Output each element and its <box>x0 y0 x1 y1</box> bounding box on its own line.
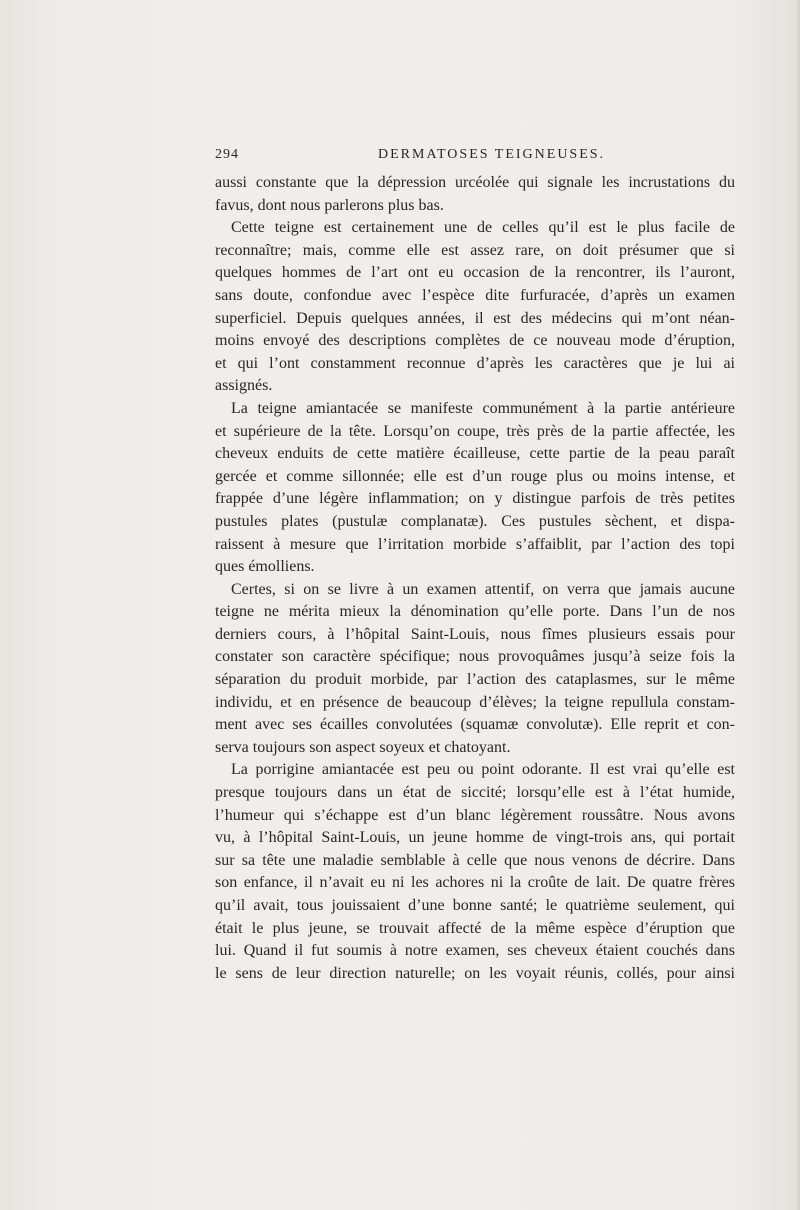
text-line: constater son caractère spécifique; nous provoquâmes jusqu’à seize fois la <box>215 648 735 666</box>
text-line: sur sa tête une maladie semblable à celle que nous venons de décrire. Dans <box>215 851 735 869</box>
text-line: moins envoyé des descriptions complètes de ce nouveau mode d’éruption, <box>215 332 735 350</box>
text-line: presque toujours dans un état de siccité; lorsqu’elle est à l’état humide, <box>215 784 735 802</box>
text-line: superficiel. Depuis quelques années, il est des médecins qui m’ont néan- <box>215 309 735 327</box>
text-line: La porrigine amiantacée est peu ou point odorante. Il est vrai qu’elle est <box>231 761 735 779</box>
page-number: 294 <box>215 147 239 162</box>
text-line: le sens de leur direction naturelle; on les voyait réunis, collés, pour ainsi <box>215 964 735 982</box>
text-line: cheveux enduits de cette matière écailleuse, cette partie de la peau paraît <box>215 445 735 463</box>
text-line: quelques hommes de l’art ont eu occasion de la rencontrer, ils l’auront, <box>215 264 735 282</box>
body-text <box>215 172 735 985</box>
running-head: DERMATOSES TEIGNEUSES. <box>378 147 606 162</box>
text-line: qu’il avait, tous jouissaient d’une bonne santé; le quatrième seulement, qui <box>215 897 735 914</box>
text-line: ment avec ses écailles convolutées (squamæ convolutæ). Elle reprit et con- <box>215 716 735 734</box>
text-line: gercée et comme sillonnée; elle est d’un rouge plus ou moins intense, et <box>215 467 735 485</box>
text-line: était le plus jeune, se trouvait affecté de la même espèce d’éruption que <box>215 919 735 937</box>
text-line: et qui l’ont constamment reconnue d’après les caractères que je lui ai <box>215 354 735 372</box>
text-line: ques émolliens. <box>215 558 315 576</box>
text-line: vu, à l’hôpital Saint-Louis, un jeune homme de vingt-trois ans, qui portait <box>215 829 735 847</box>
text-line: reconnaître; mais, comme elle est assez rare, on doit présumer que si <box>215 241 735 259</box>
text-line: et supérieure de la tête. Lorsqu’on coupe, très près de la partie affectée, les <box>215 422 735 440</box>
text-line: favus, dont nous parlerons plus bas. <box>215 196 444 214</box>
text-line: teigne ne mérita mieux la dénomination qu’elle porte. Dans l’un de nos <box>215 603 735 621</box>
text-line: derniers cours, à l’hôpital Saint-Louis, nous fîmes plusieurs essais pour <box>215 625 735 643</box>
text-line: lui. Quand il fut soumis à notre examen, ses cheveux étaient couchés dans <box>215 942 735 960</box>
text-line: La teigne amiantacée se manifeste communément à la partie antérieure <box>231 399 735 417</box>
text-line: aussi constante que la dépression urcéolée qui signale les incrustations du <box>215 174 735 191</box>
text-line: individu, et en présence de beaucoup d’élèves; la teigne repullula constam- <box>215 693 735 711</box>
text-line: séparation du produit morbide, par l’action des cataplasmes, sur le même <box>215 671 735 689</box>
text-line: raissent à mesure que l’irritation morbide s’affaiblit, par l’action des topi <box>215 535 735 553</box>
text-line: frappée d’une légère inflammation; on y distingue parfois de très petites <box>215 490 735 508</box>
text-line: sans doute, confondue avec l’espèce dite furfuracée, d’après un examen <box>215 286 735 304</box>
text-line: son enfance, il n’avait eu ni les achores ni la croûte de lait. De quatre frères <box>215 874 735 892</box>
text-line: l’humeur qui s’échappe est d’un blanc légèrement roussâtre. Nous avons <box>215 806 735 824</box>
text-line: Certes, si on se livre à un examen attentif, on verra que jamais aucune <box>231 580 735 598</box>
text-line: serva toujours son aspect soyeux et chatoyant. <box>215 738 511 756</box>
page-header <box>215 147 735 167</box>
text-line: pustules plates (pustulæ complanatæ). Ces pustules sèchent, et dispa- <box>215 512 735 530</box>
text-line: assignés. <box>215 377 273 395</box>
text-line: Cette teigne est certainement une de celles qu’il est le plus facile de <box>231 219 735 237</box>
